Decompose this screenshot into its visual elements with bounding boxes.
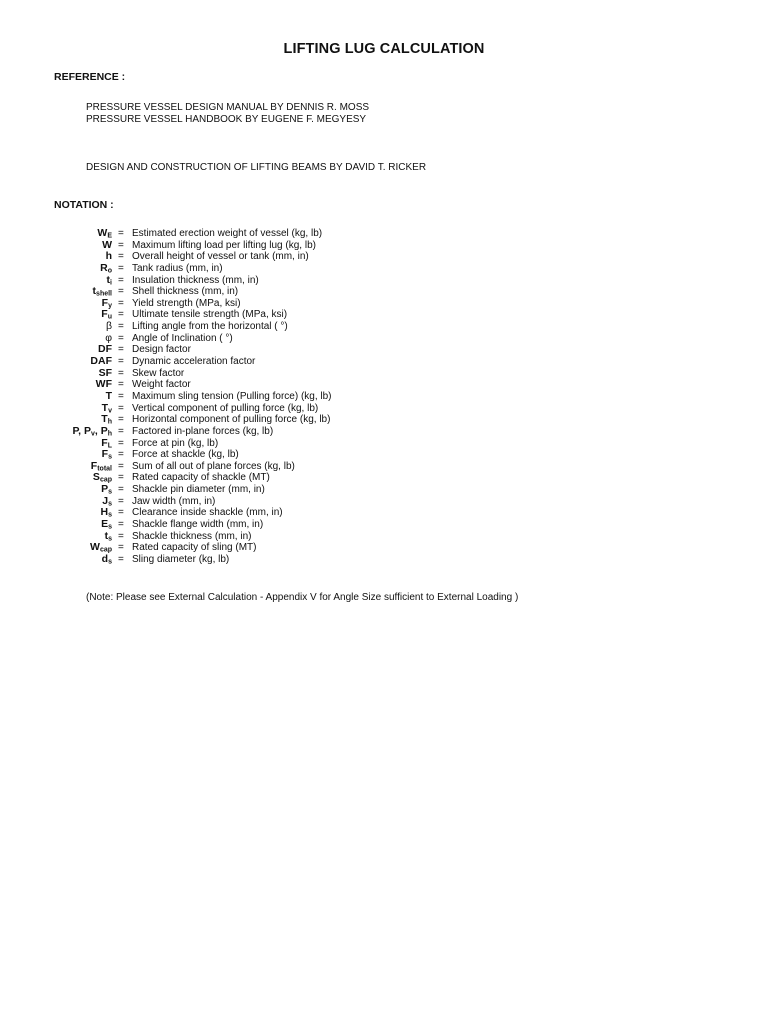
notation-description: Factored in-plane forces (kg, lb) xyxy=(132,425,274,437)
notation-description: Dynamic acceleration factor xyxy=(132,356,256,368)
equals-sign: = xyxy=(118,542,124,554)
notation-description: Force at shackle (kg, lb) xyxy=(132,449,239,461)
notation-description: Lifting angle from the horizontal ( °) xyxy=(132,321,288,333)
equals-sign: = xyxy=(118,507,124,519)
equals-sign: = xyxy=(118,332,124,344)
appendix-note: (Note: Please see External Calculation - Appendix V for Angle Size sufficient to External Loading ) xyxy=(86,592,519,603)
equals-sign: = xyxy=(118,262,124,274)
notation-row xyxy=(0,275,768,287)
notation-symbol: $t_s$ xyxy=(104,529,112,543)
notation-symbol: $F_L$ xyxy=(101,436,112,450)
notation-description: Overall height of vessel or tank (mm, in) xyxy=(132,251,309,263)
notation-symbol: WF xyxy=(95,378,112,391)
equals-sign: = xyxy=(118,390,124,402)
equals-sign: = xyxy=(118,251,124,263)
equals-sign: = xyxy=(118,484,124,496)
notation-description: Rated capacity of shackle (MT) xyxy=(132,472,270,484)
notation-symbol: $T_v$ xyxy=(101,401,112,415)
notation-description: Maximum sling tension (Pulling force) (kg, lb) xyxy=(132,390,332,402)
equals-sign: = xyxy=(118,460,124,472)
notation-description: Clearance inside shackle (mm, in) xyxy=(132,507,283,519)
notation-symbol: W xyxy=(102,238,112,251)
reference-line-3: DESIGN AND CONSTRUCTION OF LIFTING BEAMS BY DAVID T. RICKER xyxy=(86,162,427,173)
notation-symbol: $E_s$ xyxy=(101,518,112,531)
notation-row xyxy=(0,438,768,450)
notation-description: Rated capacity of sling (MT) xyxy=(132,542,257,554)
notation-row xyxy=(0,391,768,403)
notation-row xyxy=(0,368,768,380)
equals-sign: = xyxy=(118,495,124,507)
notation-description: Horizontal component of pulling force (kg, lb) xyxy=(132,414,331,426)
notation-row xyxy=(0,496,768,508)
notation-symbol: $R_o$ xyxy=(100,261,112,275)
notation-row xyxy=(0,414,768,426)
notation-row xyxy=(0,321,768,333)
notation-symbol: β xyxy=(105,320,112,333)
notation-description: Insulation thickness (mm, in) xyxy=(132,274,259,286)
notation-row xyxy=(0,461,768,473)
notation-heading: NOTATION : xyxy=(54,199,114,211)
notation-symbol: $d_s$ xyxy=(101,552,112,566)
equals-sign: = xyxy=(118,309,124,321)
notation-symbol: h xyxy=(105,250,112,263)
equals-sign: = xyxy=(118,297,124,309)
equals-sign: = xyxy=(118,402,124,414)
notation-symbol: P, $P_v$, $P_h$ xyxy=(72,424,112,438)
notation-description: Shackle thickness (mm, in) xyxy=(132,530,252,542)
notation-description: Tank radius (mm, in) xyxy=(132,262,223,274)
notation-row xyxy=(0,519,768,531)
notation-description: Shell thickness (mm, in) xyxy=(132,286,239,298)
notation-description: Weight factor xyxy=(132,379,191,391)
notation-description: Jaw width (mm, in) xyxy=(132,495,216,507)
equals-sign: = xyxy=(118,553,124,565)
notation-description: Skew factor xyxy=(132,367,185,379)
equals-sign: = xyxy=(118,530,124,542)
notation-symbol: $J_s$ xyxy=(102,494,112,508)
notation-description: Sling diameter (kg, lb) xyxy=(132,553,230,565)
notation-list xyxy=(0,228,768,566)
notation-row xyxy=(0,251,768,263)
reference-heading: REFERENCE : xyxy=(54,71,126,83)
notation-row xyxy=(0,309,768,321)
notation-symbol: $F_u$ xyxy=(101,308,112,321)
notation-row xyxy=(0,240,768,252)
notation-symbol: $F_{total}$ xyxy=(90,459,112,473)
notation-row xyxy=(0,379,768,391)
equals-sign: = xyxy=(118,519,124,531)
notation-row xyxy=(0,426,768,438)
notation-symbol: φ xyxy=(105,331,112,344)
notation-description: Maximum lifting load per lifting lug (kg, lb) xyxy=(132,239,316,251)
notation-symbol: $F_s$ xyxy=(101,448,112,461)
notation-row xyxy=(0,228,768,240)
notation-description: Yield strength (MPa, ksi) xyxy=(132,297,241,309)
notation-symbol: $t_{shell}$ xyxy=(92,285,112,298)
reference-line-1: PRESSURE VESSEL DESIGN MANUAL BY DENNIS R. MOSS xyxy=(86,102,370,113)
equals-sign: = xyxy=(118,472,124,484)
notation-row xyxy=(0,356,768,368)
equals-sign: = xyxy=(118,414,124,426)
equals-sign: = xyxy=(118,356,124,368)
reference-line-2: PRESSURE VESSEL HANDBOOK BY EUGENE F. MEGYESY xyxy=(86,114,367,125)
notation-symbol: DAF xyxy=(90,355,112,368)
equals-sign: = xyxy=(118,449,124,461)
notation-row xyxy=(0,472,768,484)
notation-row xyxy=(0,333,768,345)
notation-description: Angle of Inclination ( °) xyxy=(132,332,233,344)
notation-symbol: $P_s$ xyxy=(101,483,112,496)
notation-description: Design factor xyxy=(132,344,191,356)
notation-row xyxy=(0,344,768,356)
equals-sign: = xyxy=(118,228,124,239)
notation-description: Vertical component of pulling force (kg, lb) xyxy=(132,402,319,414)
notation-symbol: $S_{cap}$ xyxy=(92,471,112,484)
notation-row xyxy=(0,449,768,461)
equals-sign: = xyxy=(118,321,124,333)
equals-sign: = xyxy=(118,367,124,379)
notation-symbol: $t_i$ xyxy=(106,273,112,287)
notation-description: Force at pin (kg, lb) xyxy=(132,437,219,449)
notation-row xyxy=(0,531,768,543)
notation-row xyxy=(0,403,768,415)
equals-sign: = xyxy=(118,239,124,251)
notation-row xyxy=(0,554,768,566)
equals-sign: = xyxy=(118,274,124,286)
document-title: LIFTING LUG CALCULATION xyxy=(283,41,485,57)
notation-symbol: SF xyxy=(98,366,112,379)
notation-symbol: DF xyxy=(98,343,112,356)
notation-description: Shackle pin diameter (mm, in) xyxy=(132,484,265,496)
notation-row xyxy=(0,298,768,310)
notation-description: Shackle flange width (mm, in) xyxy=(132,519,264,531)
notation-row xyxy=(0,484,768,496)
notation-symbol: T xyxy=(105,389,112,402)
notation-description: Estimated erection weight of vessel (kg, lb) xyxy=(132,228,323,239)
notation-symbol: $W_E$ xyxy=(97,227,112,240)
notation-symbol: $F_y$ xyxy=(101,296,112,310)
notation-description: Sum of all out of plane forces (kg, lb) xyxy=(132,460,295,472)
equals-sign: = xyxy=(118,425,124,437)
notation-description: Ultimate tensile strength (MPa, ksi) xyxy=(132,309,288,321)
notation-symbol: $T_h$ xyxy=(101,413,112,426)
equals-sign: = xyxy=(118,379,124,391)
notation-row xyxy=(0,263,768,275)
notation-row xyxy=(0,507,768,519)
equals-sign: = xyxy=(118,437,124,449)
notation-symbol: $W_{cap}$ xyxy=(90,541,112,554)
equals-sign: = xyxy=(118,344,124,356)
notation-row xyxy=(0,542,768,554)
equals-sign: = xyxy=(118,286,124,298)
notation-symbol: $H_s$ xyxy=(100,506,112,519)
notation-row xyxy=(0,286,768,298)
